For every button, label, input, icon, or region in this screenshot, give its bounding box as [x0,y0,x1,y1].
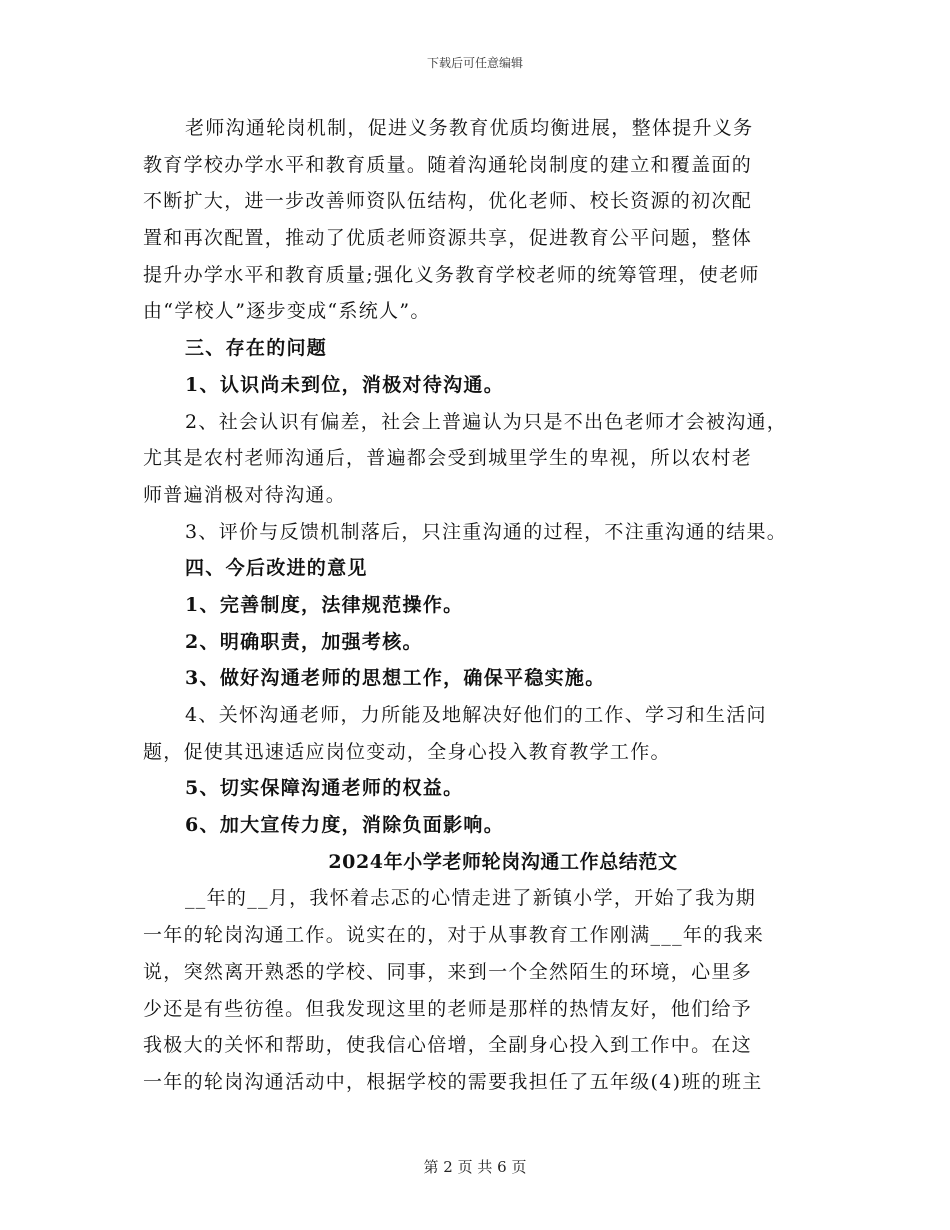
section-heading: 四、今后改进的意见 [185,557,368,580]
paragraph-line: 由“学校人”逐步变成“系统人”。 [143,300,431,323]
paragraph-line: 提升办学水平和教育质量;强化义务教育学校老师的统筹管理，使老师 [143,263,760,286]
paragraph-line: 置和再次配置，推动了优质老师资源共享，促进教育公平问题，整体 [143,227,753,250]
section-heading: 三、存在的问题 [185,337,328,360]
page-footer: 第 2 页 共 6 页 [423,1158,527,1176]
paragraph-line: 教育学校办学水平和教育质量。随着沟通轮岗制度的建立和覆盖面的 [143,153,753,176]
paragraph-line: 说，突然离开熟悉的学校、同事，来到一个全然陌生的环境，心里多 [143,960,753,983]
section-heading: 1、认识尚未到位，消极对待沟通。 [185,373,505,396]
paragraph-line: 2、社会认识有偏差，社会上普遍认为只是不出色老师才会被沟通， [185,410,788,433]
page-header: 下载后可任意编辑 [426,56,523,70]
section-heading: 6、加大宣传力度，消除负面影响。 [185,814,505,837]
paragraph-line: 老师沟通轮岗机制，促进义务教育优质均衡进展，整体提升义务 [185,117,754,139]
paragraph-line: 3、评价与反馈机制落后，只注重沟通的过程，不注重沟通的结果。 [185,520,788,543]
paragraph-line: 我极大的关怀和帮助，使我信心倍增，全副身心投入到工作中。在这 [143,1034,753,1057]
section-heading: 2、明确职责，加强考核。 [185,630,423,653]
paragraph-line: 尤其是农村老师沟通后，普遍都会受到城里学生的卑视，所以农村老 [143,447,753,470]
section-heading: 1、完善制度，法律规范操作。 [185,593,464,616]
paragraph-line: 4、关怀沟通老师，力所能及地解决好他们的工作、学习和生活问 [185,704,767,726]
section-heading: 5、切实保障沟通老师的权益。 [185,777,464,800]
paragraph-line: 题，促使其迅速适应岗位变动，全身心投入教育教学工作。 [143,740,671,763]
paragraph-line: 一年的轮岗沟通工作。说实在的，对于从事教育工作刚满___年的我来 [143,924,765,947]
section-heading: 3、做好沟通老师的思想工作，确保平稳实施。 [185,667,606,690]
paragraph-line: __年的__月，我怀着忐忑的心情走进了新镇小学，开始了我为期 [185,887,757,910]
paragraph-line: 一年的轮岗沟通活动中，根据学校的需要我担任了五年级(4)班的班主 [143,1070,763,1093]
paragraph-line: 不断扩大，进一步改善师资队伍结构，优化老师、校长资源的初次配 [143,190,753,213]
paragraph-line: 少还是有些彷徨。但我发现这里的老师是那样的热情友好，他们给予 [143,997,753,1020]
paragraph-line: 师普遍消极对待沟通。 [143,483,347,506]
section-title: 2024年小学老师轮岗沟通工作总结范文 [328,850,678,873]
document-body [143,110,823,1101]
